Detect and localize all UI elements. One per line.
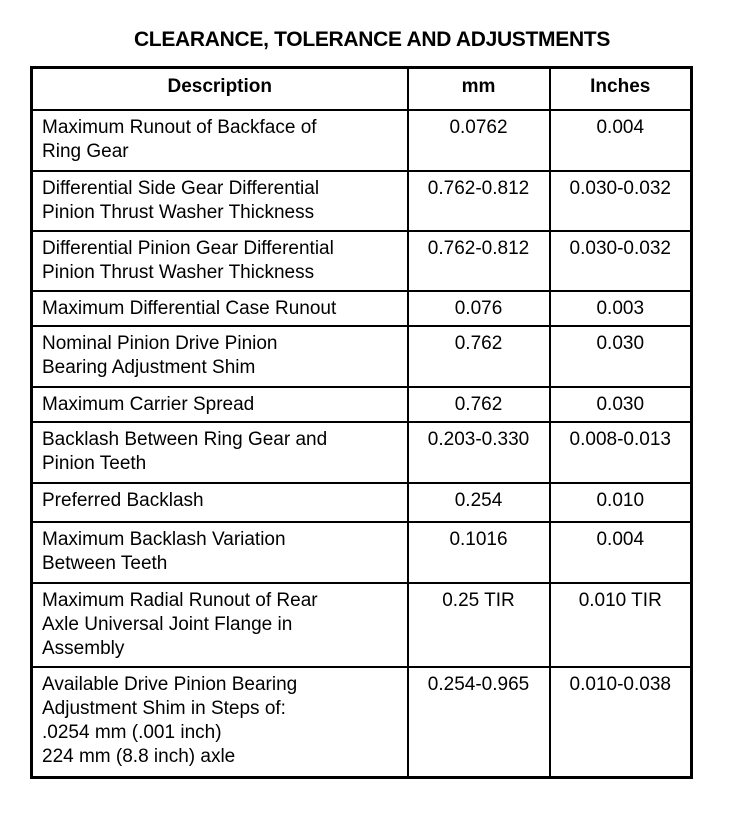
description-line: Differential Side Gear Differential (42, 178, 320, 199)
cell-description (32, 110, 408, 171)
description-line: 224 mm (8.8 inch) axle (42, 746, 236, 767)
cell-description (32, 171, 408, 231)
table-row (32, 326, 692, 387)
column-header-inches: Inches (550, 68, 692, 111)
column-header-mm: mm (408, 68, 550, 111)
table-body (32, 110, 692, 777)
table-row (32, 483, 692, 522)
cell-description (32, 422, 408, 483)
table-row (32, 667, 692, 777)
table-row (32, 110, 692, 171)
description-line: .0254 mm (.001 inch) (42, 722, 222, 743)
table-row (32, 583, 692, 667)
table-row (32, 387, 692, 422)
description-line: Axle Universal Joint Flange in (42, 614, 293, 635)
description-line: Pinion Thrust Washer Thickness (42, 202, 315, 223)
cell-inches: 0.010-0.038 (550, 667, 692, 777)
cell-inches: 0.030 (550, 387, 692, 422)
table-row (32, 522, 692, 583)
table-row (32, 422, 692, 483)
cell-mm: 0.762 (408, 326, 550, 387)
table-header-row (32, 68, 692, 111)
description-line: Differential Pinion Gear Differential (42, 238, 334, 259)
description-line: Available Drive Pinion Bearing (42, 674, 298, 695)
cell-inches: 0.030-0.032 (550, 171, 692, 231)
cell-mm: 0.1016 (408, 522, 550, 583)
cell-description (32, 387, 408, 422)
cell-inches: 0.010 (550, 483, 692, 522)
description-line: Pinion Thrust Washer Thickness (42, 262, 315, 283)
description-line: Assembly (42, 638, 125, 659)
description-line: Between Teeth (42, 553, 168, 574)
description-line: Maximum Runout of Backface of (42, 117, 317, 138)
cell-mm: 0.0762 (408, 110, 550, 171)
description-line: Nominal Pinion Drive Pinion (42, 333, 278, 354)
cell-inches: 0.004 (550, 110, 692, 171)
cell-mm: 0.25 TIR (408, 583, 550, 667)
cell-mm: 0.254 (408, 483, 550, 522)
cell-mm: 0.762-0.812 (408, 231, 550, 291)
description-line: Maximum Carrier Spread (42, 394, 255, 415)
cell-description (32, 326, 408, 387)
cell-description (32, 667, 408, 777)
cell-mm: 0.762-0.812 (408, 171, 550, 231)
cell-inches: 0.004 (550, 522, 692, 583)
description-line: Pinion Teeth (42, 453, 147, 474)
cell-description (32, 231, 408, 291)
cell-description (32, 583, 408, 667)
description-line: Maximum Differential Case Runout (42, 298, 337, 319)
description-line: Maximum Radial Runout of Rear (42, 590, 318, 611)
cell-description (32, 522, 408, 583)
cell-inches: 0.008-0.013 (550, 422, 692, 483)
cell-inches: 0.003 (550, 291, 692, 326)
description-line: Bearing Adjustment Shim (42, 357, 256, 378)
description-line: Ring Gear (42, 141, 129, 162)
cell-mm: 0.762 (408, 387, 550, 422)
description-line: Backlash Between Ring Gear and (42, 429, 328, 450)
description-line: Maximum Backlash Variation (42, 529, 286, 550)
cell-description (32, 291, 408, 326)
cell-mm: 0.203-0.330 (408, 422, 550, 483)
table-row (32, 171, 692, 231)
column-header-description: Description (32, 68, 408, 111)
cell-inches: 0.030-0.032 (550, 231, 692, 291)
cell-description (32, 483, 408, 522)
cell-inches: 0.030 (550, 326, 692, 387)
table-row (32, 231, 692, 291)
description-line: Preferred Backlash (42, 490, 204, 511)
spec-table (30, 66, 693, 779)
cell-inches: 0.010 TIR (550, 583, 692, 667)
cell-mm: 0.254-0.965 (408, 667, 550, 777)
page-title: CLEARANCE, TOLERANCE AND ADJUSTMENTS (133, 28, 611, 51)
cell-mm: 0.076 (408, 291, 550, 326)
table-row (32, 291, 692, 326)
description-line: Adjustment Shim in Steps of: (42, 698, 286, 719)
